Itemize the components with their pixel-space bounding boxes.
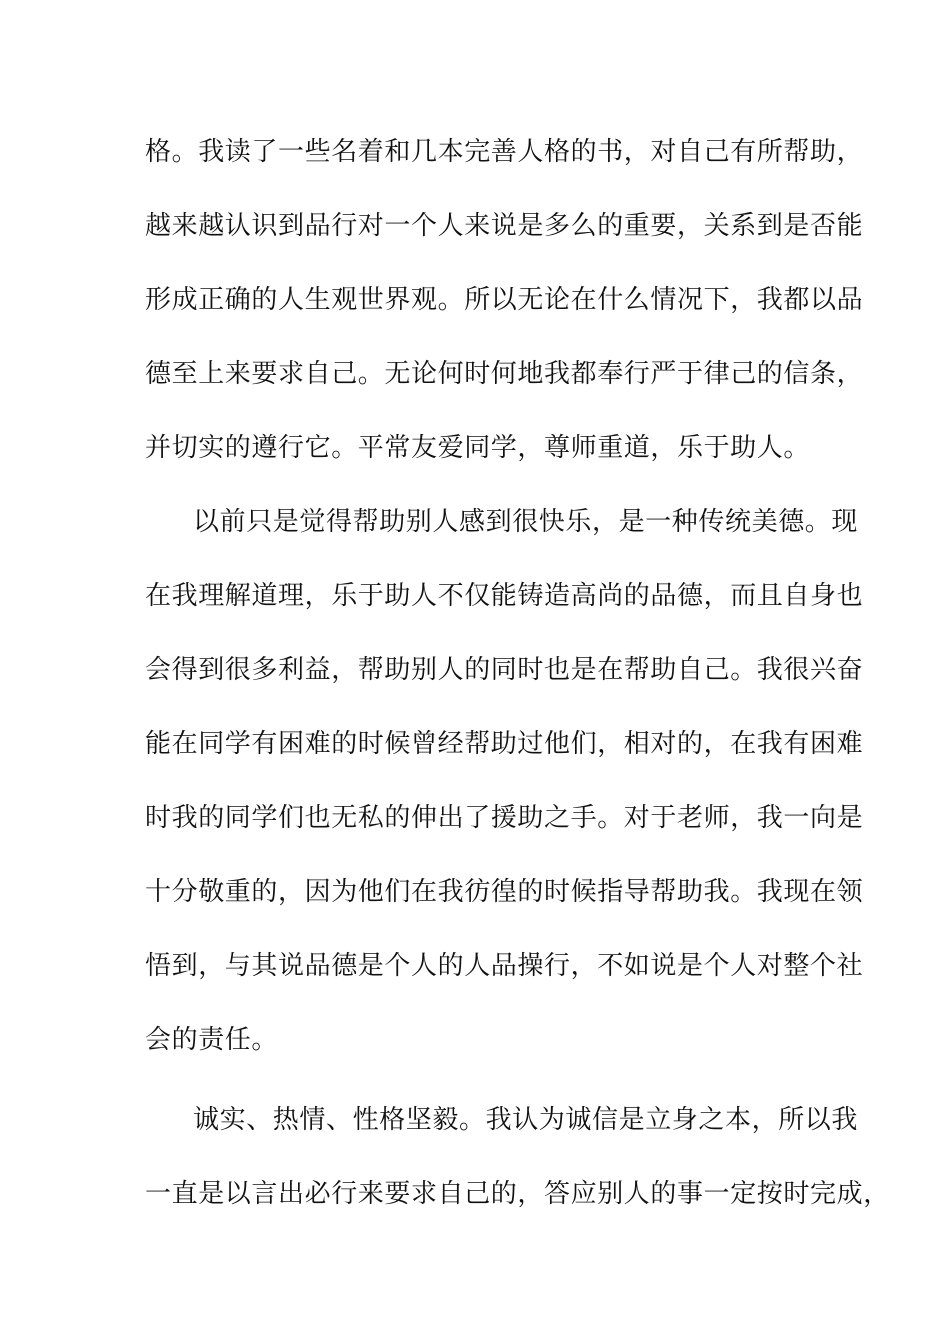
text-line: 时我的同学们也无私的伸出了援助之手。对于老师，我一向是 <box>145 803 864 833</box>
text-line: 形成正确的人生观世界观。所以无论在什么情况下，我都以品 <box>145 285 864 315</box>
text-line: 诚实、热情、性格坚毅。我认为诚信是立身之本，所以我 <box>193 1105 859 1135</box>
text-line: 十分敬重的，因为他们在我彷徨的时候指导帮助我。我现在领 <box>145 877 864 907</box>
text-line: 格。我读了一些名着和几本完善人格的书，对自己有所帮助， <box>145 137 864 167</box>
text-line: 一直是以言出必行来要求自己的，答应别人的事一定按时完成， <box>145 1179 890 1209</box>
text-line: 会得到很多利益，帮助别人的同时也是在帮助自己。我很兴奋 <box>145 655 864 685</box>
text-line: 德至上来要求自己。无论何时何地我都奉行严于律己的信条， <box>145 359 864 389</box>
text-line: 以前只是觉得帮助别人感到很快乐，是一种传统美德。现 <box>193 507 859 537</box>
text-line: 并切实的遵行它。平常友爱同学，尊师重道，乐于助人。 <box>145 433 811 463</box>
text-line: 在我理解道理，乐于助人不仅能铸造高尚的品德，而且自身也 <box>145 581 864 611</box>
text-line: 越来越认识到品行对一个人来说是多么的重要，关系到是否能 <box>145 211 864 241</box>
text-line: 悟到，与其说品德是个人的人品操行，不如说是个人对整个社 <box>145 951 864 981</box>
text-line: 会的责任。 <box>145 1025 279 1055</box>
text-line: 能在同学有困难的时候曾经帮助过他们，相对的，在我有困难 <box>145 729 864 759</box>
